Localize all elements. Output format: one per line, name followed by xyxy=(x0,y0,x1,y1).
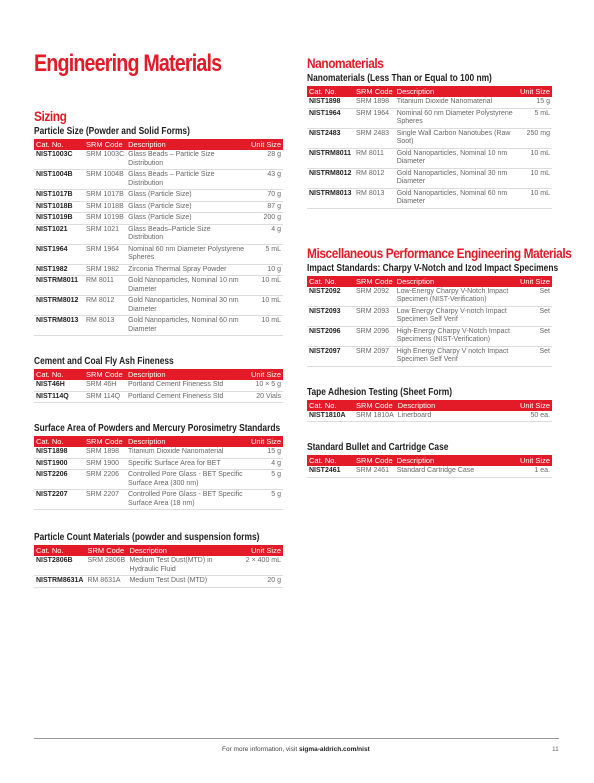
unit-size-cell: Set xyxy=(516,287,552,307)
unit-size-cell: 50 ea. xyxy=(516,411,552,422)
table-header-row xyxy=(34,369,283,380)
description-cell: High-Energy Charpy V-Notch Impact Specimens (NIST-Verification) xyxy=(395,326,516,346)
description-cell: Gold Nanoparticles, Nominal 10 nm Diameter xyxy=(395,148,516,168)
header-unit-size: Unit Size xyxy=(250,370,281,379)
srm-code-cell: SRM 2093 xyxy=(354,306,395,326)
table-row xyxy=(307,287,552,307)
header-srm-code: SRM Code xyxy=(354,400,396,411)
unit-size-cell: 10 mL xyxy=(516,148,552,168)
unit-size-cell: 2 × 400 mL xyxy=(244,556,283,576)
table-row xyxy=(34,150,283,170)
header-description: Description xyxy=(395,455,516,466)
cat-no-cell: NIST1982 xyxy=(34,264,84,276)
group-title: Standard Bullet and Cartridge Case xyxy=(307,442,449,453)
product-table xyxy=(34,545,283,588)
table-header-row xyxy=(307,276,552,287)
table-row xyxy=(34,380,283,391)
group-title: Surface Area of Powders and Mercury Porosimetry Standards xyxy=(34,423,281,434)
product-table xyxy=(34,436,283,510)
header-unit-size: Unit Size xyxy=(516,455,552,466)
srm-code-cell: SRM 2207 xyxy=(84,490,126,510)
cat-no-cell: NIST2096 xyxy=(307,326,354,346)
table-row xyxy=(34,244,283,264)
header-description: Description xyxy=(395,86,516,97)
header-cat-no: Cat. No. xyxy=(307,86,354,97)
description-cell: Glass (Particle Size) xyxy=(126,201,249,213)
header-unit-size: Unit Size xyxy=(516,86,552,97)
table-row xyxy=(34,556,283,576)
cat-no-cell: NIST114Q xyxy=(34,391,84,403)
description-cell: Nominal 60 nm Diameter Polystyrene Spheres xyxy=(395,108,516,128)
group-title: Particle Count Materials (powder and suspension forms) xyxy=(34,532,260,543)
unit-size-cell: 10 mL xyxy=(249,276,283,296)
srm-code-cell: SRM 1004B xyxy=(84,170,126,190)
table-header-row xyxy=(307,400,552,411)
srm-code-cell: SRM 2483 xyxy=(354,128,395,148)
srm-code-cell: SRM 46H xyxy=(84,380,126,391)
cat-no-cell: NISTRM8011 xyxy=(34,276,84,296)
cat-no-cell: NIST2206 xyxy=(34,470,84,490)
cat-no-cell: NIST2461 xyxy=(307,466,354,477)
srm-code-cell: SRM 1018B xyxy=(84,201,126,213)
description-cell: Glass Beads – Particle Size Distribution xyxy=(126,170,249,190)
description-cell: Glass (Particle Size) xyxy=(126,213,249,225)
product-table xyxy=(34,369,283,403)
unit-size-cell: 5 g xyxy=(249,490,283,510)
table-header-row xyxy=(34,436,283,447)
group-title: Cement and Coal Fly Ash Fineness xyxy=(34,356,174,367)
unit-size-cell: 10 mL xyxy=(516,188,552,208)
unit-size-cell: 5 mL xyxy=(249,244,283,264)
footer-prefix: For more information, visit xyxy=(222,746,299,753)
description-cell: Titanium Dioxide Nanomaterial xyxy=(395,97,516,108)
description-cell: Zirconia Thermal Spray Powder xyxy=(126,264,249,276)
description-cell: Medium Test Dust (MTD) xyxy=(127,576,243,588)
cat-no-cell: NISTRM8012 xyxy=(307,168,354,188)
unit-size-cell: 10 mL xyxy=(249,316,283,336)
srm-code-cell: SRM 1898 xyxy=(84,447,126,458)
description-cell: Gold Nanoparticles, Nominal 60 nm Diameter xyxy=(395,188,516,208)
table-header-row xyxy=(307,455,552,466)
cat-no-cell: NISTRM8013 xyxy=(34,316,84,336)
srm-code-cell: SRM 1898 xyxy=(354,97,395,108)
unit-size-cell: 15 g xyxy=(249,447,283,458)
description-cell: Medium Test Dust(MTD) in Hydraulic Fluid xyxy=(127,556,243,576)
header-cat-no: Cat. No. xyxy=(307,455,354,466)
group-title: Tape Adhesion Testing (Sheet Form) xyxy=(307,386,452,398)
product-table xyxy=(34,139,283,336)
header-description: Description xyxy=(395,276,516,287)
left-column xyxy=(34,108,283,588)
srm-code-cell: SRM 1964 xyxy=(354,108,395,128)
srm-code-cell: SRM 1019B xyxy=(84,213,126,225)
section-title-sizing: Sizing xyxy=(34,108,67,124)
table-row xyxy=(34,316,283,336)
header-srm-code: SRM Code xyxy=(356,456,393,465)
table-row xyxy=(307,108,552,128)
unit-size-cell: 200 g xyxy=(249,213,283,225)
description-cell: Glass Beads–Particle Size Distribution xyxy=(126,224,249,244)
srm-code-cell: SRM 2806B xyxy=(85,556,127,576)
table-header-row xyxy=(34,545,283,556)
description-cell: Single Wall Carbon Nanotubes (Raw Soot) xyxy=(395,128,516,148)
product-table xyxy=(307,276,552,367)
cat-no-cell: NIST1964 xyxy=(34,244,84,264)
table-row xyxy=(307,326,552,346)
srm-code-cell: SRM 1810A xyxy=(354,411,396,422)
table-row xyxy=(34,224,283,244)
unit-size-cell: 20 Vials xyxy=(249,391,283,403)
header-description: Description xyxy=(126,139,249,150)
description-cell: Gold Nanoparticles, Nominal 10 nm Diameter xyxy=(126,276,249,296)
table-row xyxy=(34,490,283,510)
cat-no-cell: NIST1018B xyxy=(34,201,84,213)
table-row xyxy=(34,391,283,403)
unit-size-cell: 250 mg xyxy=(516,128,552,148)
right-column xyxy=(307,55,572,478)
unit-size-cell: 4 g xyxy=(249,224,283,244)
header-unit-size: Unit Size xyxy=(250,140,281,149)
table-row xyxy=(34,470,283,490)
table-row xyxy=(307,466,552,477)
cat-no-cell: NIST1021 xyxy=(34,224,84,244)
header-cat-no: Cat. No. xyxy=(34,369,84,380)
header-srm-code: SRM Code xyxy=(84,369,126,380)
table-row xyxy=(34,276,283,296)
unit-size-cell: 5 mL xyxy=(516,108,552,128)
header-srm-code: SRM Code xyxy=(85,545,127,556)
header-cat-no: Cat. No. xyxy=(34,545,85,556)
header-unit-size: Unit Size xyxy=(516,400,552,411)
cat-no-cell: NIST2097 xyxy=(307,346,354,366)
product-table xyxy=(307,400,552,423)
description-cell: Glass Beads – Particle Size Distribution xyxy=(126,150,249,170)
sizing-groups xyxy=(34,126,283,588)
header-srm-code: SRM Code xyxy=(356,87,393,96)
srm-code-cell: SRM 1900 xyxy=(84,458,126,470)
description-cell: Linerboard xyxy=(396,411,516,422)
unit-size-cell: 10 × 5 g xyxy=(249,380,283,391)
section-title-misc: Miscellaneous Performance Engineering Materials xyxy=(307,244,572,261)
unit-size-cell: 20 g xyxy=(244,576,283,588)
description-cell: Controlled Pore Glass - BET Specific Surface Area (300 nm) xyxy=(126,470,249,490)
srm-code-cell: SRM 1021 xyxy=(84,224,126,244)
description-cell: Standard Cartridge Case xyxy=(395,466,516,477)
description-cell: Portland Cement Fineness Std xyxy=(126,391,249,403)
unit-size-cell: 87 g xyxy=(249,201,283,213)
srm-code-cell: RM 8012 xyxy=(84,296,126,316)
table-row xyxy=(307,128,552,148)
table-row xyxy=(307,148,552,168)
table-row xyxy=(34,213,283,225)
srm-code-cell: RM 8631A xyxy=(85,576,127,588)
cat-no-cell: NIST2207 xyxy=(34,490,84,510)
description-cell: Low-Energy Charpy V-Notch Impact Specimen (NIST-Verification) xyxy=(395,287,516,307)
product-table xyxy=(307,455,552,478)
page-number: 11 xyxy=(552,746,559,753)
header-unit-size: Unit Size xyxy=(250,437,281,446)
unit-size-cell: 5 g xyxy=(249,470,283,490)
unit-size-cell: 15 g xyxy=(516,97,552,108)
srm-code-cell: RM 8011 xyxy=(354,148,395,168)
table-row xyxy=(307,97,552,108)
footer-link[interactable]: sigma-aldrich.com/nist xyxy=(298,746,370,753)
srm-code-cell: SRM 2206 xyxy=(84,470,126,490)
cat-no-cell: NIST2093 xyxy=(307,306,354,326)
table-row xyxy=(34,170,283,190)
header-unit-size: Unit Size xyxy=(244,545,283,556)
table-row xyxy=(307,411,552,422)
cat-no-cell: NIST2092 xyxy=(307,287,354,307)
description-cell: Gold Nanoparticles, Nominal 60 nm Diameter xyxy=(126,316,249,336)
unit-size-cell: 10 mL xyxy=(516,168,552,188)
cat-no-cell: NIST2806B xyxy=(34,556,85,576)
header-description: Description xyxy=(396,400,516,411)
description-cell: Titanium Dioxide Nanomaterial xyxy=(126,447,249,458)
unit-size-cell: Set xyxy=(516,326,552,346)
table-row xyxy=(34,576,283,588)
table-row xyxy=(307,188,552,208)
nanomaterials-table-wrap xyxy=(307,86,552,209)
footer-rule xyxy=(34,738,559,739)
header-srm-code: SRM Code xyxy=(356,276,393,286)
header-description: Description xyxy=(127,545,243,556)
unit-size-cell: Set xyxy=(516,306,552,326)
table-row xyxy=(34,201,283,213)
description-cell: Gold Nanoparticles, Nominal 30 nm Diameter xyxy=(126,296,249,316)
srm-code-cell: SRM 2096 xyxy=(354,326,395,346)
header-cat-no: Cat. No. xyxy=(34,139,84,150)
description-cell: Portland Cement Fineness Std xyxy=(126,380,249,391)
unit-size-cell: 10 mL xyxy=(249,296,283,316)
table-header-row xyxy=(307,86,552,97)
cat-no-cell: NIST1898 xyxy=(307,97,354,108)
srm-code-cell: SRM 1003C xyxy=(84,150,126,170)
cat-no-cell: NIST1898 xyxy=(34,447,84,458)
description-cell: Specific Surface Area for BET xyxy=(126,458,249,470)
unit-size-cell: 4 g xyxy=(249,458,283,470)
srm-code-cell: SRM 1982 xyxy=(84,264,126,276)
cat-no-cell: NIST1017B xyxy=(34,190,84,202)
cat-no-cell: NIST1810A xyxy=(307,411,354,422)
cat-no-cell: NISTRM8012 xyxy=(34,296,84,316)
unit-size-cell: 43 g xyxy=(249,170,283,190)
srm-code-cell: SRM 2461 xyxy=(354,466,395,477)
srm-code-cell: RM 8013 xyxy=(354,188,395,208)
footer xyxy=(222,746,370,753)
unit-size-cell: 28 g xyxy=(249,150,283,170)
description-cell: Low Energy Charpy V-notch Impact Specimen Self Verif xyxy=(395,306,516,326)
srm-code-cell: SRM 1964 xyxy=(84,244,126,264)
unit-size-cell: 10 g xyxy=(249,264,283,276)
misc-groups xyxy=(307,262,559,478)
cat-no-cell: NIST1004B xyxy=(34,170,84,190)
table-row xyxy=(307,168,552,188)
srm-code-cell: RM 8013 xyxy=(84,316,126,336)
cat-no-cell: NIST46H xyxy=(34,380,84,391)
table-row xyxy=(34,458,283,470)
unit-size-cell: 70 g xyxy=(249,190,283,202)
unit-size-cell: 1 ea. xyxy=(516,466,552,477)
cat-no-cell: NISTRM8011 xyxy=(307,148,354,168)
header-srm-code: SRM Code xyxy=(84,436,126,447)
header-description: Description xyxy=(126,369,249,380)
header-cat-no: Cat. No. xyxy=(34,436,84,447)
srm-code-cell: SRM 1017B xyxy=(84,190,126,202)
cat-no-cell: NISTRM8631A xyxy=(34,576,85,588)
nanomaterials-subtitle: Nanomaterials (Less Than or Equal to 100 nm) xyxy=(307,73,492,84)
unit-size-cell: Set xyxy=(516,346,552,366)
srm-code-cell: SRM 2092 xyxy=(354,287,395,307)
header-unit-size: Unit Size xyxy=(516,276,552,287)
srm-code-cell: RM 8012 xyxy=(354,168,395,188)
header-description: Description xyxy=(126,436,249,447)
header-srm-code: SRM Code xyxy=(84,139,126,150)
table-row xyxy=(34,296,283,316)
cat-no-cell: NIST1900 xyxy=(34,458,84,470)
srm-code-cell: SRM 2097 xyxy=(354,346,395,366)
description-cell: High Energy Charpy V notch Impact Specimen Self Verif xyxy=(395,346,516,366)
cat-no-cell: NISTRM8013 xyxy=(307,188,354,208)
table-header-row xyxy=(34,139,283,150)
table-row xyxy=(34,447,283,458)
description-cell: Controlled Pore Glass - BET Specific Surface Area (18 nm) xyxy=(126,490,249,510)
cat-no-cell: NIST1003C xyxy=(34,150,84,170)
description-cell: Nominal 60 nm Diameter Polystyrene Spheres xyxy=(126,244,249,264)
cat-no-cell: NIST2483 xyxy=(307,128,354,148)
description-cell: Glass (Particle Size) xyxy=(126,190,249,202)
srm-code-cell: RM 8011 xyxy=(84,276,126,296)
table-row xyxy=(307,346,552,366)
table-row xyxy=(34,264,283,276)
description-cell: Gold Nanoparticles, Nominal 30 nm Diameter xyxy=(395,168,516,188)
nanomaterials-table xyxy=(307,86,552,209)
header-cat-no: Cat. No. xyxy=(307,400,354,411)
group-title: Impact Standards: Charpy V-Notch and Izod Impact Specimens xyxy=(307,262,559,274)
header-cat-no: Cat. No. xyxy=(307,276,354,287)
group-title: Particle Size (Powder and Solid Forms) xyxy=(34,126,190,137)
table-row xyxy=(34,190,283,202)
cat-no-cell: NIST1019B xyxy=(34,213,84,225)
cat-no-cell: NIST1964 xyxy=(307,108,354,128)
srm-code-cell: SRM 114Q xyxy=(84,391,126,403)
table-row xyxy=(307,306,552,326)
section-title-nanomaterials: Nanomaterials xyxy=(307,55,384,71)
page-title: Engineering Materials xyxy=(34,50,222,77)
